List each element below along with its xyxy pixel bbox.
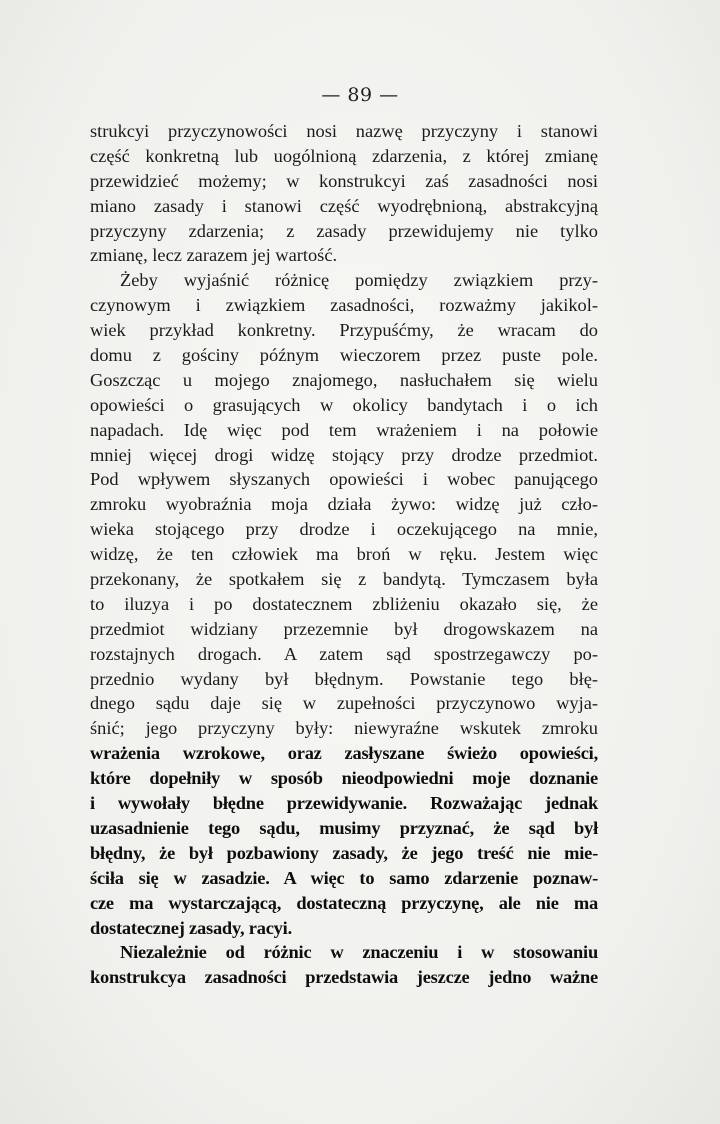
text-line: przekonany, że spotkałem się z bandytą. Tymczasem była bbox=[90, 569, 598, 590]
text-line: które dopełniły w sposób nieodpowiedni moje doznanie bbox=[90, 768, 598, 789]
text-line: uzasadnienie tego sądu, musimy przyznać, że sąd był bbox=[90, 817, 598, 838]
text-line: cze ma wystarczającą, dostateczną przyczynę, ale nie ma bbox=[90, 892, 598, 913]
text-line: wrażenia wzrokowe, oraz zasłyszane świeżo opowieści, bbox=[90, 743, 598, 764]
text-line: część konkretną lub uogólnioną zdarzenia, z której zmianę bbox=[90, 145, 598, 166]
text-line: mniej więcej drogi widzę stojący przy drodze przedmiot. bbox=[90, 444, 598, 465]
text-line: błędny, że był pozbawiony zasady, że jego treść nie mie- bbox=[90, 842, 598, 863]
text-line: ściła się w zasadzie. A więc to samo zdarzenie poznaw- bbox=[90, 867, 598, 888]
text-line: wieka stojącego przy drodze i oczekującego na mnie, bbox=[90, 519, 598, 540]
text-line: domu z gościny późnym wieczorem przez puste pole. bbox=[90, 345, 598, 366]
text-line: opowieści o grasujących w okolicy bandytach i o ich bbox=[90, 394, 598, 415]
text-line: i wywołały błędne przewidywanie. Rozważając jednak bbox=[90, 793, 598, 814]
text-line: wiek przykład konkretny. Przypuśćmy, że wracam do bbox=[90, 320, 598, 341]
text-line: konstrukcya zasadności przedstawia jeszcze jedno ważne bbox=[90, 967, 598, 988]
text-line: zmianę, lecz zarazem jej wartość. bbox=[90, 245, 338, 266]
text-line: Pod wpływem słyszanych opowieści i wobec panującego bbox=[90, 469, 598, 490]
paragraph-start-line: Niezależnie od różnic w znaczeniu i w stosowaniu bbox=[120, 942, 598, 963]
text-line: napadach. Idę więc pod tem wrażeniem i na połowie bbox=[90, 419, 598, 440]
text-line: to iluzya i po dostatecznem zbliżeniu okazało się, że bbox=[90, 593, 598, 614]
text-line: widzę, że ten człowiek ma broń w ręku. Jestem więc bbox=[90, 544, 598, 565]
text-line: strukcyi przyczynowości nosi nazwę przyczyny i stanowi bbox=[90, 121, 598, 141]
page-number: — 89 — bbox=[321, 84, 399, 106]
text-line: śnić; jego przyczyny były: niewyraźne wskutek zmroku bbox=[90, 718, 598, 739]
text-line: dostatecznej zasady, racyi. bbox=[90, 917, 292, 938]
text-line: Goszcząc u mojego znajomego, nasłuchałem się wielu bbox=[90, 369, 598, 390]
text-line: przyczyny zdarzenia; z zasady przewidujemy nie tylko bbox=[90, 220, 598, 241]
text-line: czynowym i związkiem zasadności, rozważmy jakikol- bbox=[90, 295, 598, 316]
body-text bbox=[90, 119, 598, 990]
text-line: dnego sądu daje się w zupełności przyczynowo wyja- bbox=[90, 693, 598, 714]
text-line: przednio wydany był błędnym. Powstanie tego błę- bbox=[90, 668, 598, 689]
text-line: przedmiot widziany przezemnie był drogowskazem na bbox=[90, 618, 598, 639]
text-line: rozstajnych drogach. A zatem sąd spostrzegawczy po- bbox=[90, 643, 598, 664]
text-line: miano zasady i stanowi część wyodrębnioną, abstrakcyjną bbox=[90, 195, 598, 216]
text-line: zmroku wyobraźnia moja działa żywo: widzę już czło- bbox=[90, 494, 598, 515]
text-line: przewidzieć możemy; w konstrukcyi zaś zasadności nosi bbox=[90, 170, 598, 191]
paragraph-start-line: Żeby wyjaśnić różnicę pomiędzy związkiem przy- bbox=[120, 270, 598, 291]
